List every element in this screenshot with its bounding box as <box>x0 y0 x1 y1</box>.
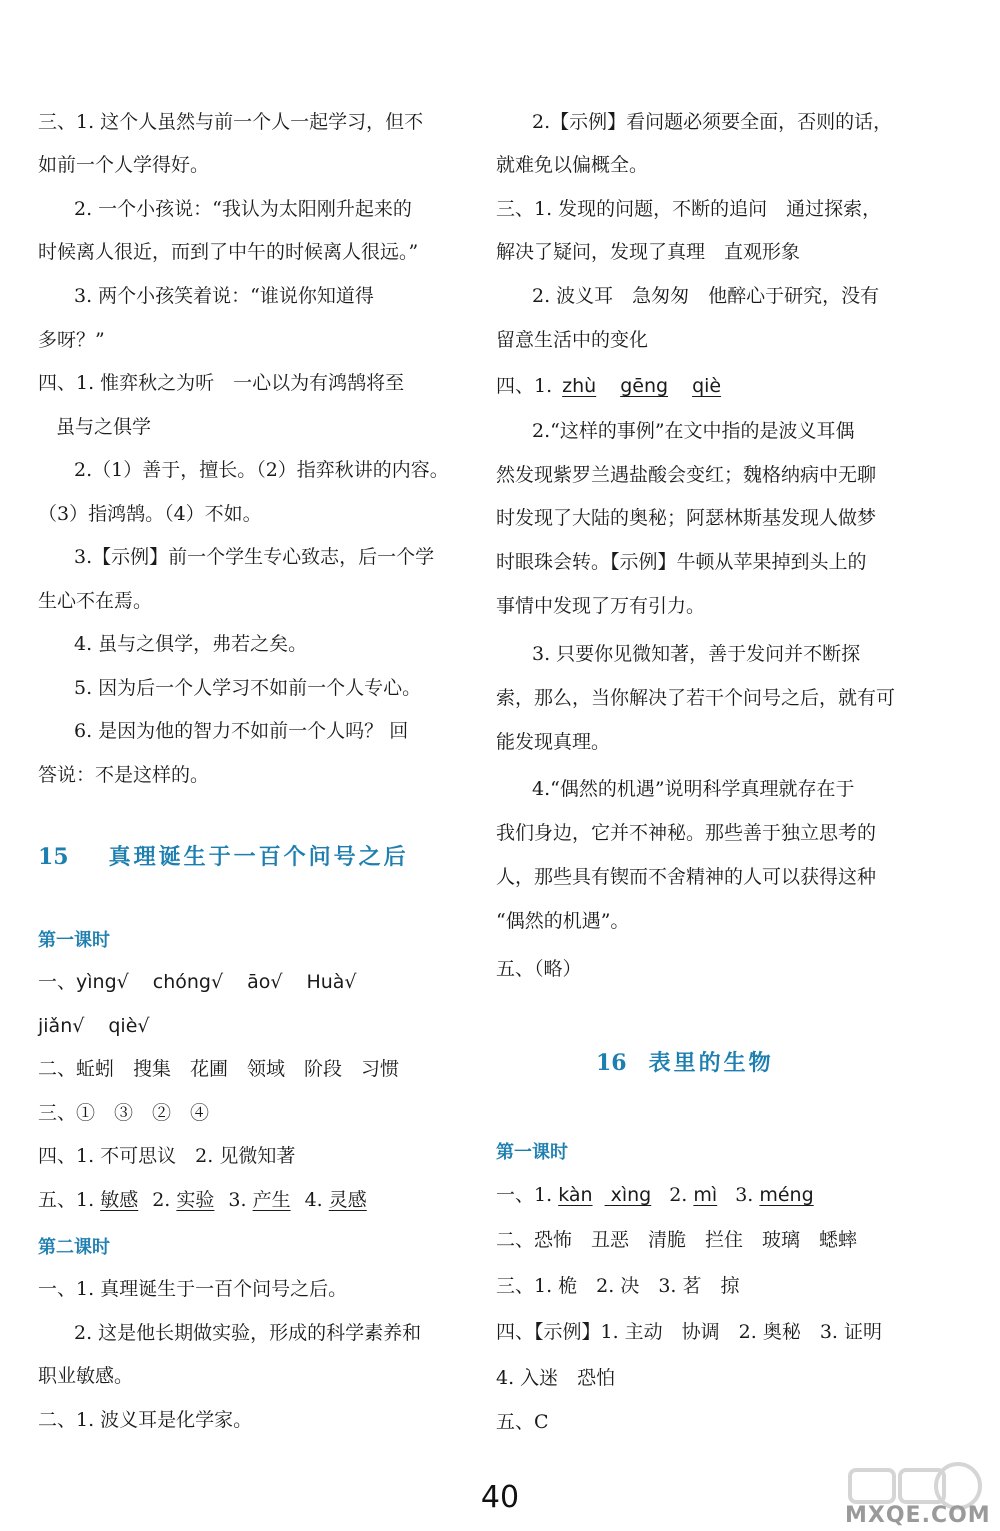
answer-line: 索，那么，当你解决了若干个问号之后，就有可 <box>496 687 896 709</box>
item-number: 1. <box>76 1189 101 1211</box>
answer-line: 答说：不是这样的。 <box>38 764 210 786</box>
period-1-heading: 第一课时 <box>496 1142 568 1163</box>
answer-line: 一、1. 真理诞生于一百个问号之后。 <box>38 1278 348 1300</box>
item-prefix: 四、1. <box>496 375 553 397</box>
answer-line: 生心不在焉。 <box>38 590 153 612</box>
pinyin-answer: jiǎn√ <box>38 1015 85 1037</box>
answer-line: 虽与之俱学 <box>56 416 152 438</box>
answer-line: 2.“这样的事例”在文中指的是波义耳偶 <box>532 420 855 442</box>
answer-line: 四、1. 惟弈秋之为听 一心以为有鸿鹄将至 <box>38 372 405 394</box>
pinyin-answers-row <box>496 1181 814 1209</box>
answer-line: 2. 这是他长期做实验，形成的科学素养和 <box>74 1322 422 1344</box>
answer-line: 2. 波义耳 急匆匆 他醉心于研究，没有 <box>532 285 880 307</box>
item-number: 3. <box>228 1189 253 1211</box>
answer-line: 解决了疑问，发现了真理 直观形象 <box>496 241 801 263</box>
pinyin-answer: Huà√ <box>306 971 357 993</box>
answer-line: 我们身边，它并不神秘。那些善于独立思考的 <box>496 822 877 844</box>
answer-line: 3. 两个小孩笑着说：“谁说你知道得 <box>74 285 374 307</box>
answer-line: 三、1. 桅 2. 决 3. 茗 掠 <box>496 1275 740 1297</box>
answer-line: 5. 因为后一个人学习不如前一个人专心。 <box>74 677 422 699</box>
answer-line: 留意生活中的变化 <box>496 329 649 351</box>
pinyin-answer: mì <box>693 1184 718 1206</box>
period-1-heading: 第一课时 <box>38 930 110 951</box>
lesson-number: 16 <box>596 1050 627 1076</box>
answer-line: 四、【示例】1. 主动 协调 2. 奥秘 3. 证明 <box>496 1321 883 1343</box>
item-number: 4. <box>304 1189 329 1211</box>
pinyin-answers-row <box>38 968 357 996</box>
pinyin-answer: āo√ <box>247 971 283 993</box>
answer-line: “偶然的机遇”。 <box>496 910 630 932</box>
lesson-15-heading <box>38 840 409 871</box>
pinyin-answers-row <box>496 372 721 400</box>
answer-line: 五、C <box>496 1411 549 1433</box>
answer-line: 4.“偶然的机遇”说明科学真理就存在于 <box>532 778 855 800</box>
pinyin-answer: xìng <box>604 1184 652 1206</box>
pinyin-answer: qiè√ <box>108 1015 150 1037</box>
answer-line: 职业敏感。 <box>38 1365 134 1387</box>
watermark-text: MXQE.COM <box>845 1503 991 1528</box>
lesson-title: 真理诞生于一百个问号之后 <box>108 844 409 870</box>
item-number: 3. <box>735 1184 760 1206</box>
answer-line: 二、恐怖 丑恶 清脆 拦住 玻璃 蟋蟀 <box>496 1229 858 1251</box>
answer-line: 4. 虽与之俱学，弗若之矣。 <box>74 633 308 655</box>
answer-line: 事情中发现了万有引力。 <box>496 595 706 617</box>
answer-line: 三、① ③ ② ④ <box>38 1102 210 1124</box>
item-number: 1. <box>534 1184 559 1206</box>
lesson-number: 15 <box>38 844 69 870</box>
pinyin-answer: méng <box>759 1184 814 1206</box>
answer-line: 4. 入迷 恐怕 <box>496 1367 616 1389</box>
page-number: 40 <box>480 1480 520 1515</box>
answer-line: 6. 是因为他的智力不如前一个人吗？ 回 <box>74 720 409 742</box>
answer-line: 二、1. 波义耳是化学家。 <box>38 1409 253 1431</box>
answer-line: 五、（略） <box>496 958 582 980</box>
answer-line: 3.【示例】前一个学生专心致志，后一个学 <box>74 546 435 568</box>
answer-line: 2. 一个小孩说：“我认为太阳刚升起来的 <box>74 198 412 220</box>
answer-line: 然发现紫罗兰遇盐酸会变红；魏格纳病中无聊 <box>496 464 877 486</box>
pinyin-answer: qiè <box>692 375 722 397</box>
pinyin-answer: yìng√ <box>76 971 129 993</box>
answer-line: 时眼珠会转。【示例】牛顿从苹果掉到头上的 <box>496 551 867 573</box>
item-prefix: 一、 <box>496 1184 535 1206</box>
answer-line: 时发现了大陆的奥秘；阿瑟林斯基发现人做梦 <box>496 507 877 529</box>
underlined-answers-row <box>38 1186 367 1214</box>
pinyin-answer: kàn <box>558 1184 593 1206</box>
answer-line: 2.（1）善于，擅长。（2）指弈秋讲的内容。 <box>74 459 449 481</box>
answer-line: （3）指鸿鹄。（4）不如。 <box>38 503 262 525</box>
item-number: 2. <box>669 1184 694 1206</box>
answer-line: 时候离人很近，而到了中午的时候离人很远。” <box>38 241 419 263</box>
item-prefix: 五、 <box>38 1189 77 1211</box>
lesson-title: 表里的生物 <box>648 1050 774 1076</box>
answer-line: 能发现真理。 <box>496 731 611 753</box>
pinyin-answers-row <box>38 1012 150 1040</box>
pinyin-answer: chóng√ <box>152 971 224 993</box>
item-number: 2. <box>152 1189 177 1211</box>
underlined-word: 灵感 <box>328 1189 367 1211</box>
answer-line: 2.【示例】看问题必须要全面，否则的话， <box>532 111 893 133</box>
answer-line: 就难免以偏概全。 <box>496 154 649 176</box>
answer-line: 三、1. 这个人虽然与前一个人一起学习，但不 <box>38 111 424 133</box>
answer-line: 四、1. 不可思议 2. 见微知著 <box>38 1145 296 1167</box>
answer-line: 二、蚯蚓 搜集 花圃 领域 阶段 习惯 <box>38 1058 400 1080</box>
answer-line: 3. 只要你见微知著，善于发问并不断探 <box>532 643 861 665</box>
underlined-word: 敏感 <box>100 1189 139 1211</box>
period-2-heading: 第二课时 <box>38 1237 110 1258</box>
pinyin-answer: gēng <box>620 375 669 397</box>
lesson-16-heading <box>596 1046 774 1077</box>
underlined-word: 实验 <box>176 1189 215 1211</box>
answer-line: 三、1. 发现的问题，不断的追问 通过探索， <box>496 198 882 220</box>
answer-line: 多呀？” <box>38 329 105 351</box>
answer-line: 人，那些具有锲而不舍精神的人可以获得这种 <box>496 866 877 888</box>
item-prefix: 一、 <box>38 971 77 993</box>
underlined-word: 产生 <box>252 1189 291 1211</box>
pinyin-answer: zhù <box>562 375 597 397</box>
answer-line: 如前一个人学得好。 <box>38 154 210 176</box>
